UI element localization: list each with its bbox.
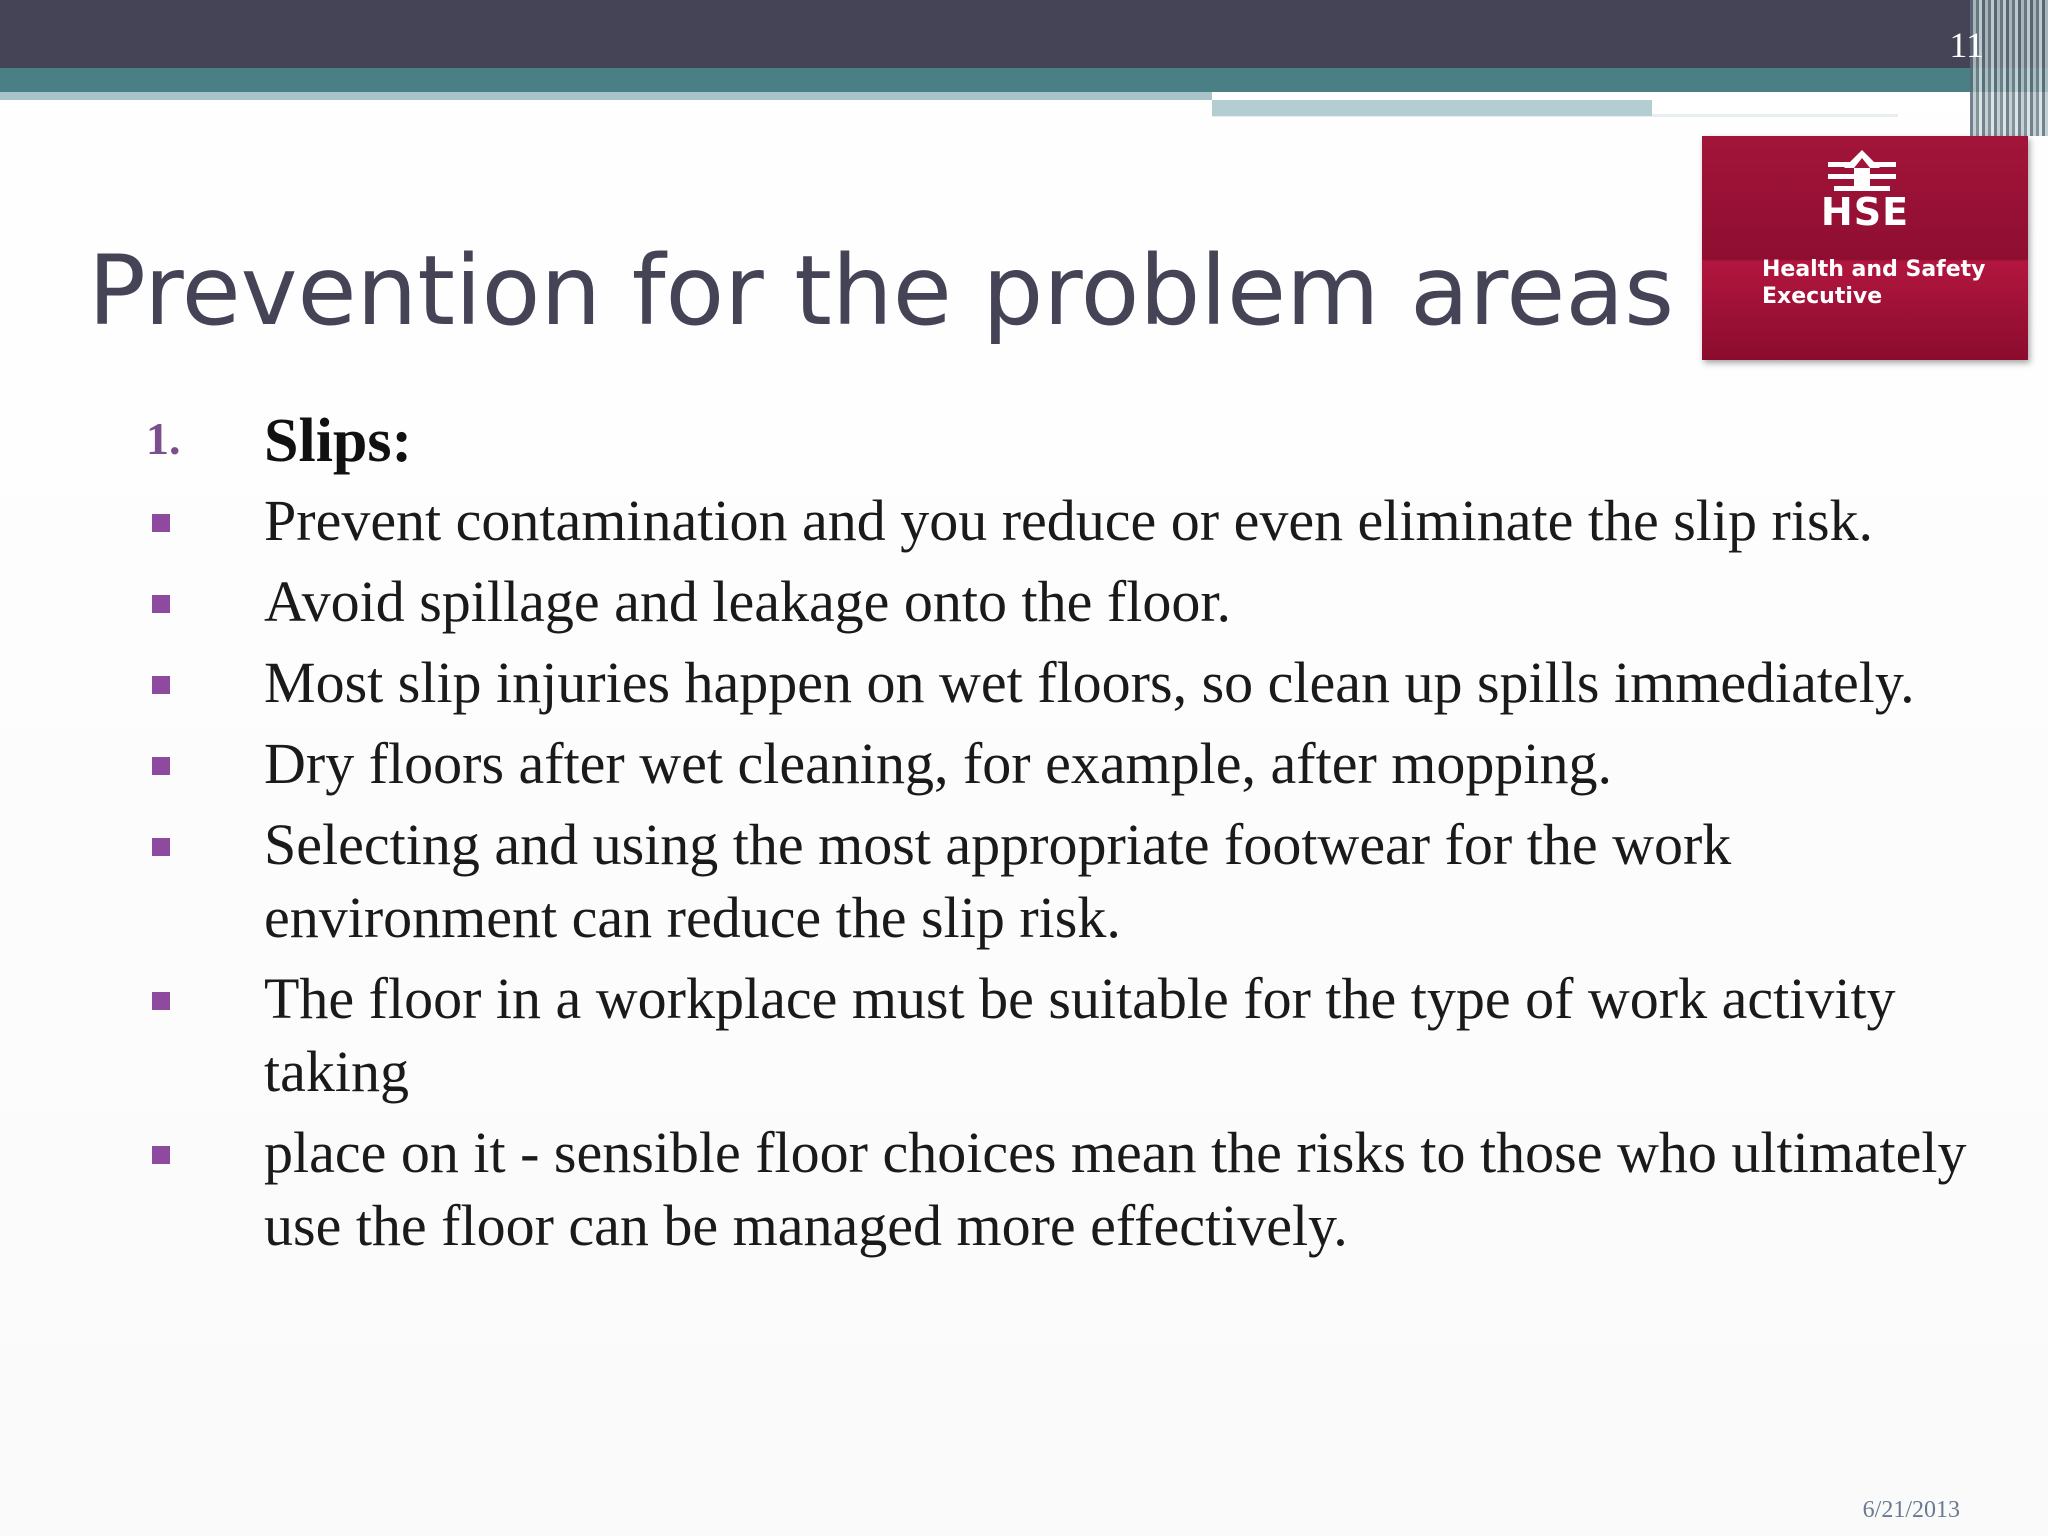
- slide-date: 6/21/2013: [1862, 1497, 1960, 1523]
- slide-title: Prevention for the problem areas: [88, 235, 1675, 347]
- bullet-square-icon: [152, 514, 170, 532]
- bullet-text: Most slip injuries happen on wet floors, so clean up spills immediately.: [264, 650, 1915, 715]
- bullet-square-icon: [152, 757, 170, 775]
- hse-logo-subtitle-line1: Health and Safety: [1762, 257, 1986, 282]
- bullet-text: Dry floors after wet cleaning, for example, after mopping.: [264, 731, 1612, 796]
- bullet-text: Avoid spillage and leakage onto the floor.: [264, 569, 1231, 634]
- bullet-text: place on it - sensible floor choices mean the risks to those who ultimately use the floor can be managed more effectively.: [264, 1120, 1967, 1258]
- bullet-square-icon: [152, 595, 170, 613]
- hse-logo-letters: HSE: [1820, 190, 1910, 234]
- bullet-item: [0, 962, 2048, 1108]
- bullet-text: Prevent contamination and you reduce or even eliminate the slip risk.: [264, 488, 1874, 553]
- hse-logo: [1702, 136, 2028, 360]
- bullet-list: [0, 484, 2048, 1262]
- slide-number: 11: [1949, 25, 1984, 65]
- section-number: 1.: [146, 413, 181, 464]
- slide-content: [0, 404, 2048, 1270]
- bullet-item: [0, 646, 2048, 719]
- hse-logo-subtitle-line2: Executive: [1762, 284, 1883, 309]
- bullet-item: [0, 565, 2048, 638]
- bullet-text: The floor in a workplace must be suitable for the type of work activity taking: [264, 966, 1896, 1104]
- hse-logo-subtitle: [1762, 256, 1986, 310]
- header-stripes: [1970, 0, 2048, 136]
- bullet-square-icon: [152, 992, 170, 1010]
- bullet-item: [0, 1116, 2048, 1262]
- section-heading-text: Slips:: [264, 407, 413, 475]
- header-bar-light: [0, 92, 1212, 100]
- header-bar-accent: [1212, 100, 1652, 116]
- bullet-text: Selecting and using the most appropriate footwear for the work environment can reduce the slip risk.: [264, 812, 1732, 950]
- bullet-square-icon: [152, 1146, 170, 1164]
- header-bar-dark: [0, 0, 2048, 68]
- bullet-item: [0, 484, 2048, 557]
- section-heading: [0, 404, 2048, 484]
- bullet-square-icon: [152, 676, 170, 694]
- bullet-square-icon: [152, 838, 170, 856]
- bullet-item: [0, 808, 2048, 954]
- bullet-item: [0, 727, 2048, 800]
- header-bar-teal: [0, 68, 2048, 92]
